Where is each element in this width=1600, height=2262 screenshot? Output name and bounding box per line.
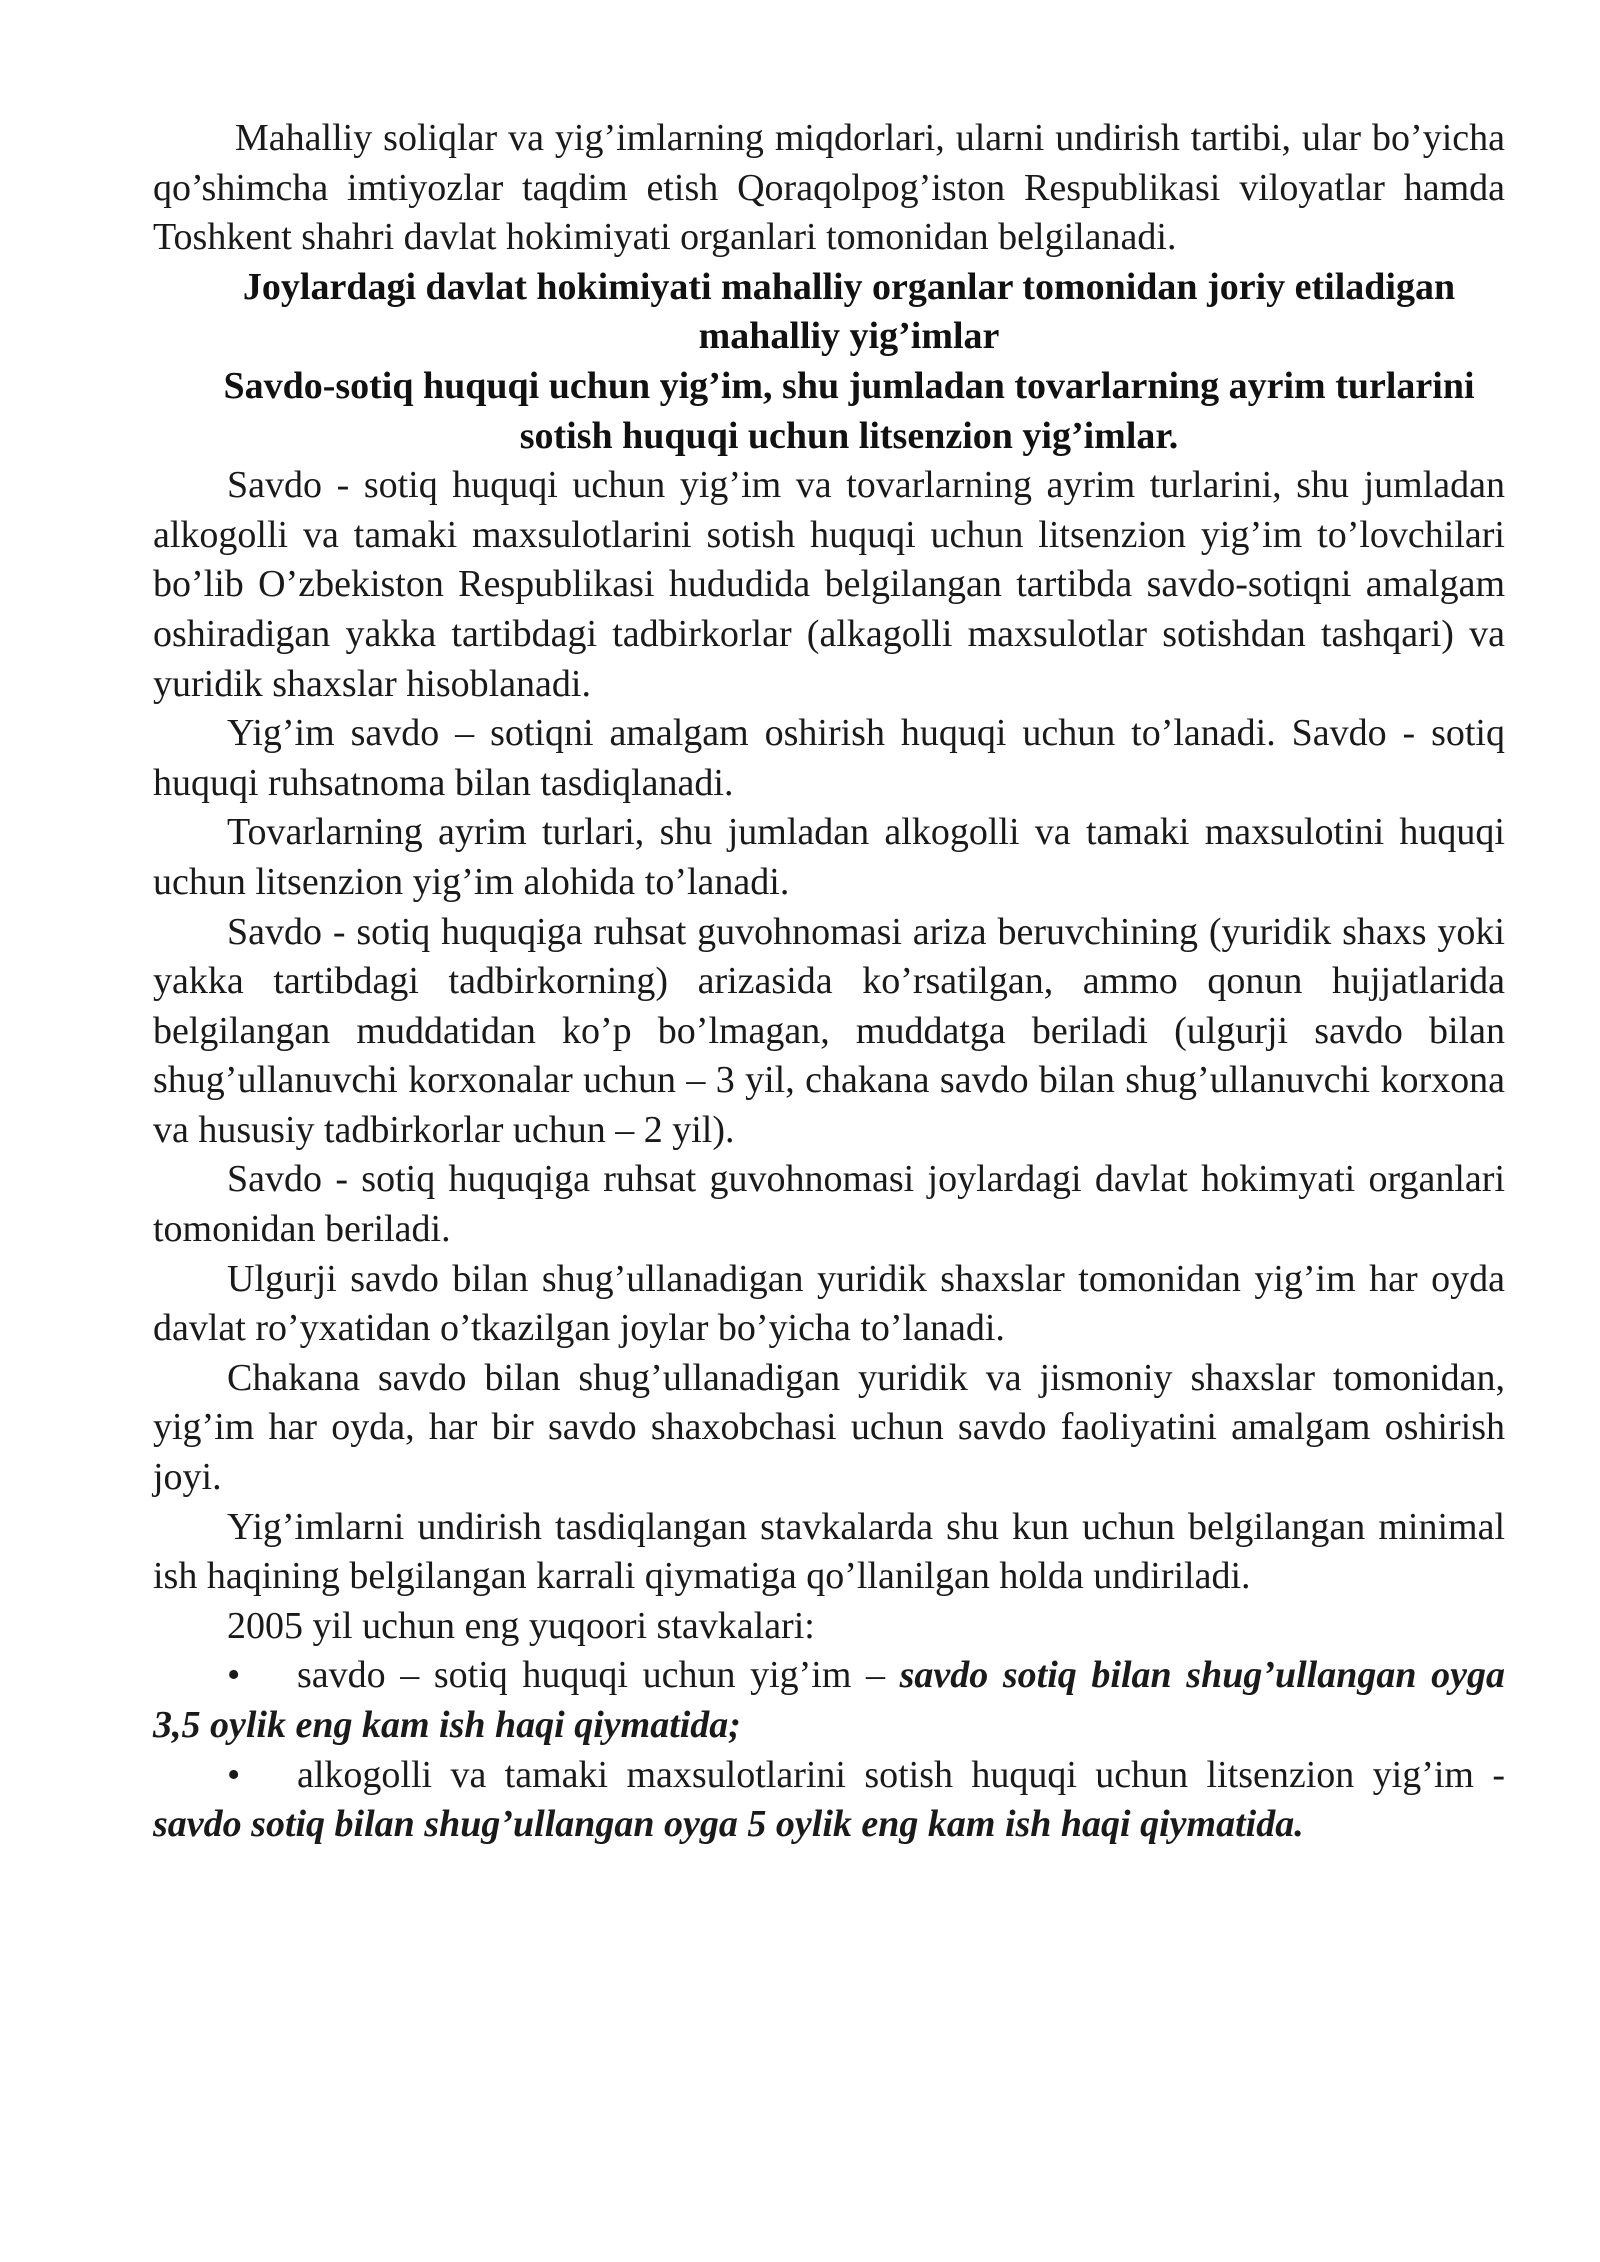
paragraph-payers: Savdo - sotiq huquqi uchun yig’im va tovarlarning ayrim turlarini, shu jumladan alkogolli va tamaki maxsulotlarini sotish huquqi uchun litsenzion yig’im to’lovchilari bo’lib O’zbekiston Respublikasi hududida belgilangan tartibda savdo-sotiqni amalgam oshiradigan yakka tartibdagi tadbirkorlar (alkagolli maxsulotlar sotishdan tashqari) va yuridik shaxslar hisoblanadi. (153, 464, 1505, 705)
bullet-icon: • (227, 1753, 241, 1796)
bullet-text: alkogolli va tamaki maxsulotlarini sotish huquqi uchun litsenzion yig’im - (297, 1753, 1505, 1796)
bullet-emphasis: savdo sotiq bilan shug’ullangan oyga 3,5 oylik eng kam ish haqi qiymatida; (153, 1654, 1505, 1746)
bullet-icon: • (227, 1654, 241, 1697)
bullet-emphasis: savdo sotiq bilan shug’ullangan oyga 5 oylik eng kam ish haqi qiymatida. (153, 1803, 1304, 1846)
subsection-heading: Savdo-sotiq huquqi uchun yig’im, shu jumladan tovarlarning ayrim turlarini sotish huquqi uchun litsenzion yig’imlar. (223, 364, 1475, 457)
paragraph-permit-term: Savdo - sotiq huquqiga ruhsat guvohnomasi ariza beruvchining (yuridik shaxs yoki yakka tartibdagi tadbirkorning) arizasida ko’rsatilgan, ammo qonun hujjatlarida belgilangan muddatidan ko’p bo’lmagan, muddatga beriladi (ulgurji savdo bilan shug’ullanuvchi korxonalar uchun – 3 yil, chakana savdo bilan shug’ullanuvchi korxona va hususiy tadbirkorlar uchun – 2 yil). (153, 910, 1505, 1151)
bullet-text: savdo – sotiq huquqi uchun yig’im – (297, 1654, 900, 1697)
paragraph-collection: Yig’imlarni undirish tasdiqlangan stavkalarda shu kun uchun belgilangan minimal ish haqining belgilangan karrali qiymatiga qo’llanilgan holda undiriladi. (153, 1505, 1505, 1598)
paragraph-rates-intro: 2005 yil uchun eng yuqoori stavkalari: (227, 1604, 815, 1647)
document-body (153, 114, 1505, 1850)
paragraph-permit-issuer: Savdo - sotiq huquqiga ruhsat guvohnomasi joylardagi davlat hokimyati organlari tomonidan beriladi. (153, 1158, 1505, 1251)
paragraph-retail: Chakana savdo bilan shug’ullanadigan yuridik va jismoniy shaxslar tomonidan, yig’im har oyda, har bir savdo shaxobchasi uchun savdo faoliyatini amalgam oshirish joyi. (153, 1356, 1505, 1499)
paragraph-license-fee: Tovarlarning ayrim turlari, shu jumladan alkogolli va tamaki maxsulotini huquqi uchun litsenzion yig’im alohida to’lanadi. (153, 811, 1505, 903)
bullet-item-trade-fee (153, 1651, 1505, 1750)
paragraph-wholesale: Ulgurji savdo bilan shug’ullanadigan yuridik shaxslar tomonidan yig’im har oyda davlat ro’yxatidan o’tkazilgan joylar bo’yicha to’lanadi. (153, 1257, 1505, 1350)
bullet-item-license-fee (153, 1751, 1505, 1850)
paragraph-intro: Mahalliy soliqlar va yig’imlarning miqdorlari, ularni undirish tartibi, ular bo’yicha qo’shimcha imtiyozlar taqdim etish Qoraqolpog’iston Respublikasi viloyatlar hamda Toshkent shahri davlat hokimiyati organlari tomonidan belgilanadi. (153, 117, 1505, 259)
paragraph-payment-basis: Yig’im savdo – sotiqni amalgam oshirish huquqi uchun to’lanadi. Savdo - sotiq huquqi ruhsatnoma bilan tasdiqlanadi. (153, 712, 1505, 804)
section-heading: Joylardagi davlat hokimiyati mahalliy organlar tomonidan joriy etiladigan mahalliy yig’imlar (242, 265, 1456, 358)
